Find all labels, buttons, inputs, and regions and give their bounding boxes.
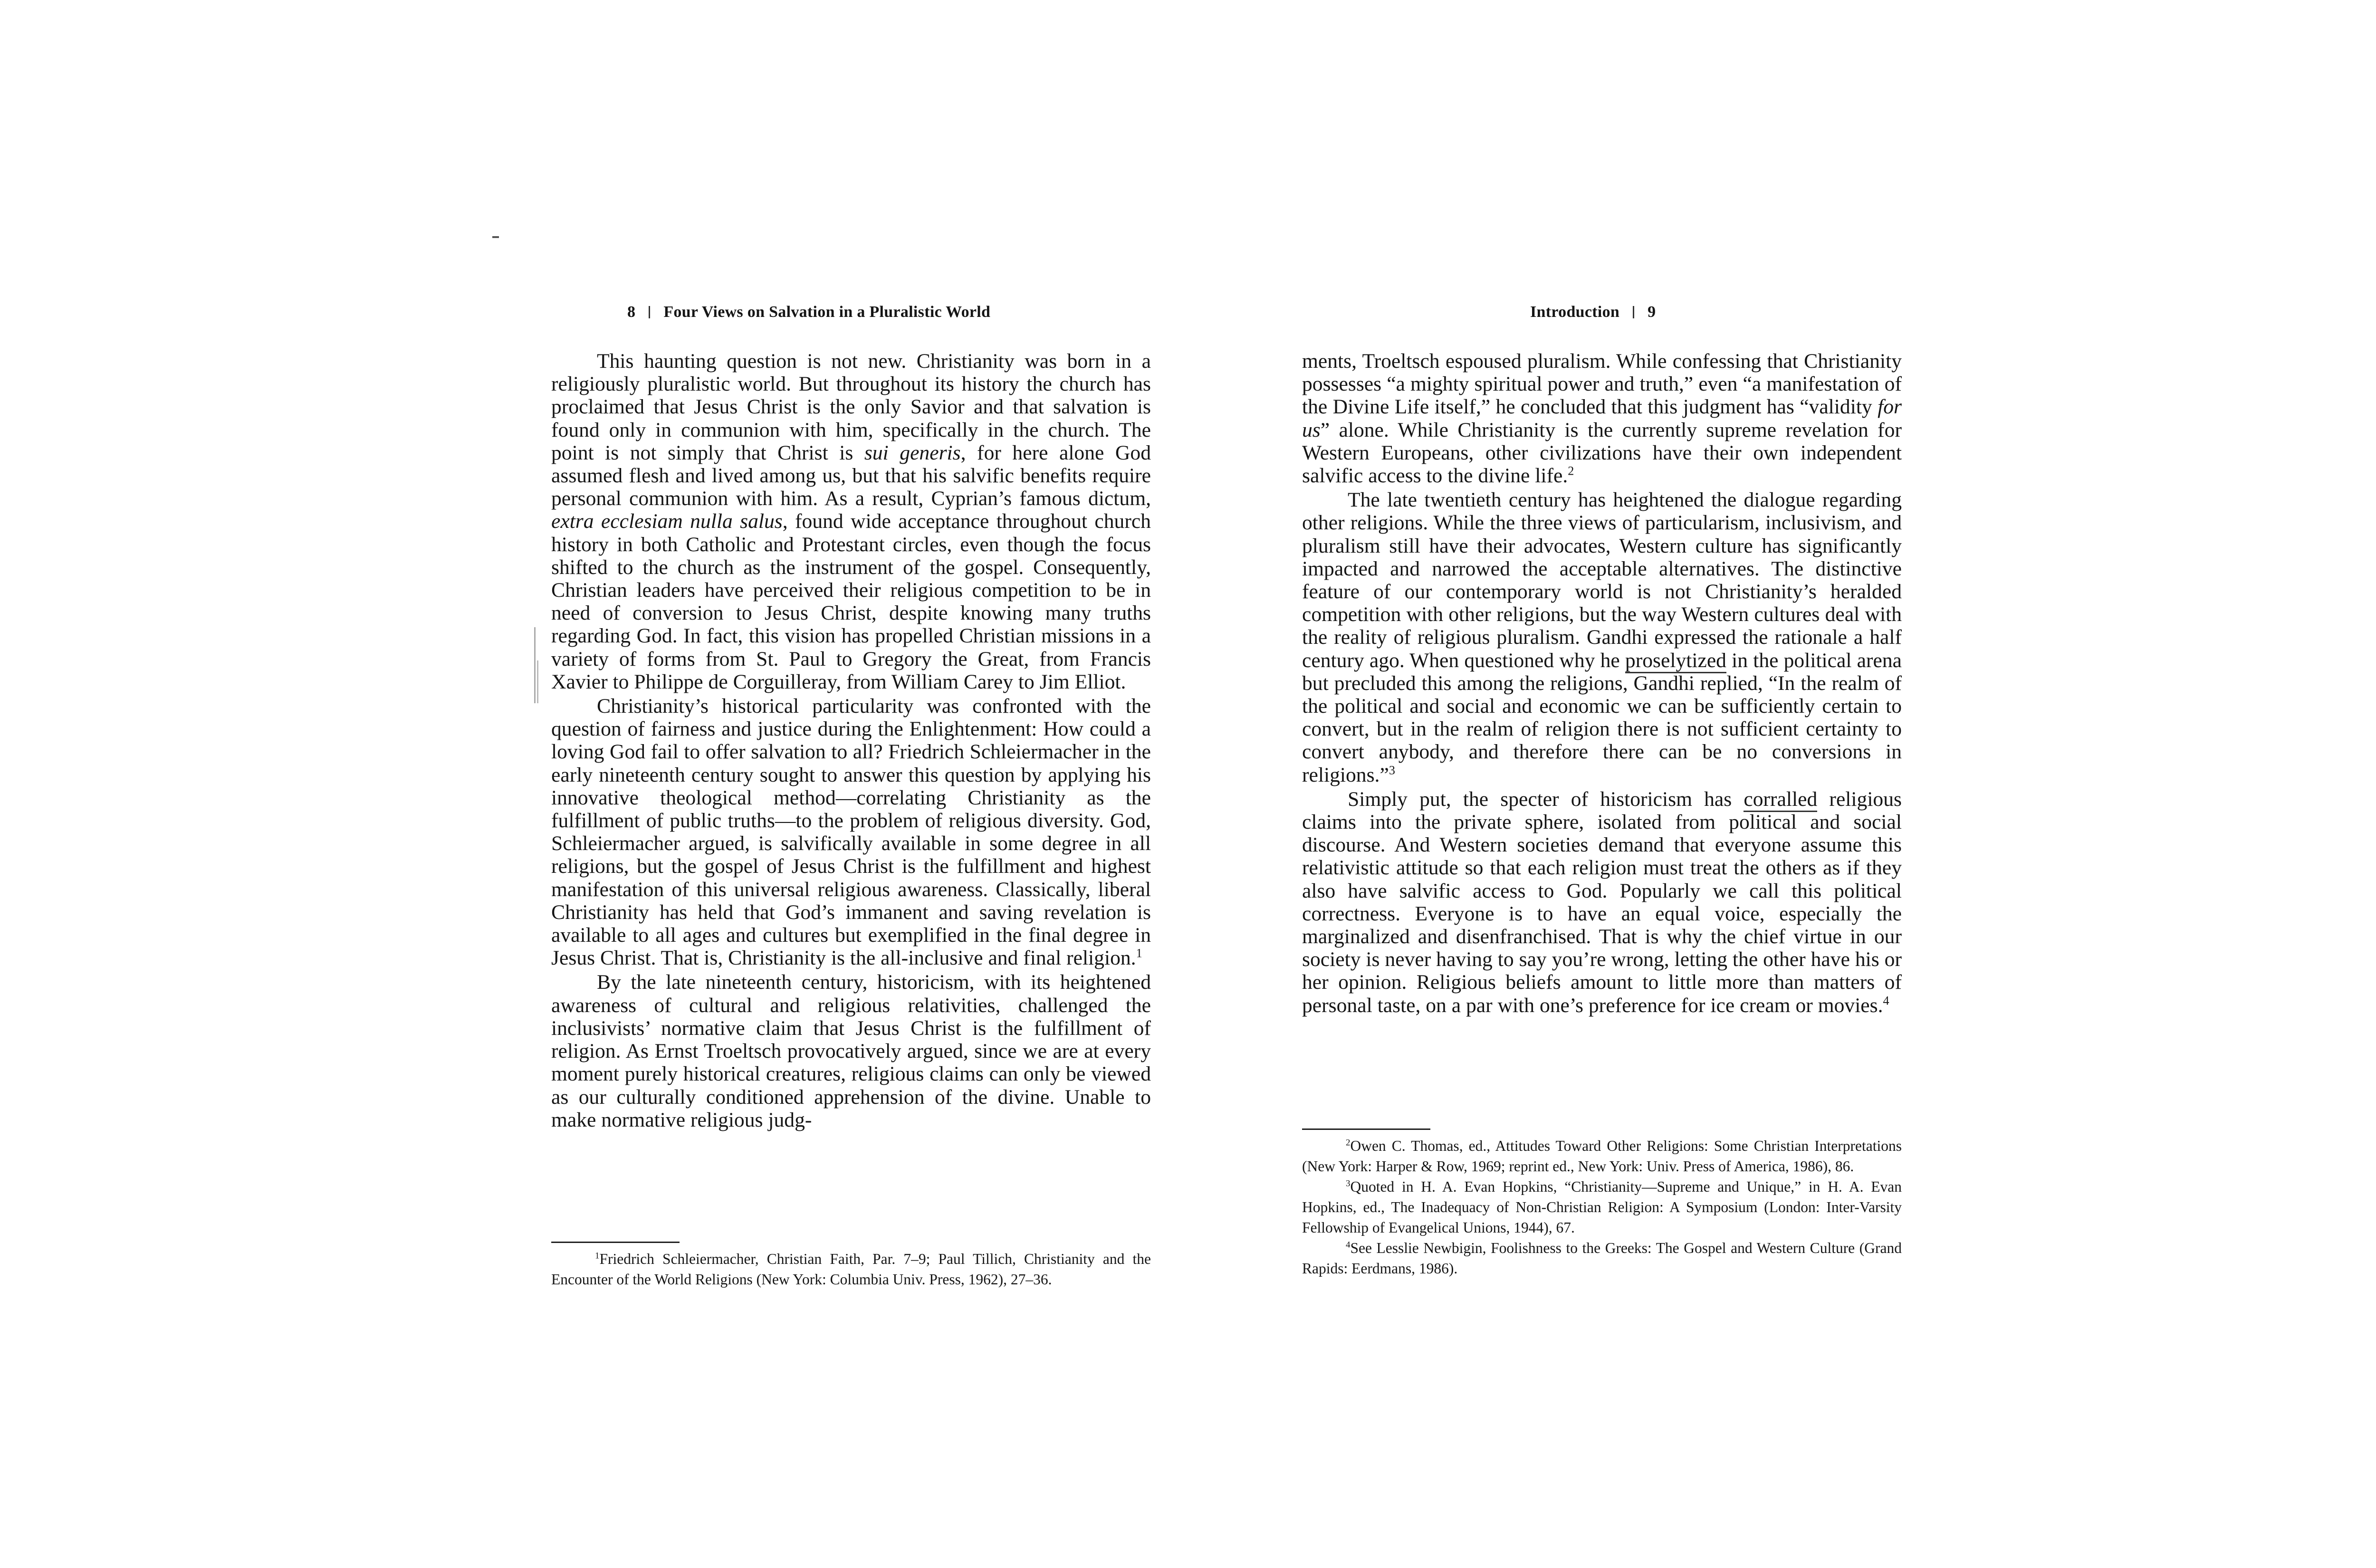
left-paragraph-1: This haunting question is not new. Christianity was born in a religiously pluralistic world. But throughout its history the church has proclaimed that Jesus Christ is the only Savior and that salvation is found only in communion with him, specifically in the church. The point is not simply that Christ is sui generis, for here alone God assumed flesh and lived among us, but that his salvific benefits require personal communion with him. As a result, Cyprian’s famous dictum, extra ecclesiam nulla salus, found wide acceptance throughout church history in both Catholic and Protestant circles, even though the focus shifted to the church as the instrument of the gospel. Consequently, Christian leaders have perceived their religious competition to be in need of conversion to Jesus Christ, despite knowing many truths regarding God. In fact, this vision has propelled Christian missions in a variety of forms from St. Paul to Gregory the Great, from Francis Xavier to Philippe de Corguilleray, from William Carey to Jim Elliot. (551, 350, 1151, 693)
footnote-1: $^1$Friedrich Schleiermacher, Christian Faith, Par. 7–9; Paul Tillich, Christianity and the Encounter of the World Religions (New York: Columbia Univ. Press, 1962), 27–36. (551, 1251, 1151, 1288)
footnote-rule (551, 1242, 680, 1243)
scan-margin-mark (534, 627, 536, 703)
footnote-rule (1302, 1128, 1430, 1130)
right-paragraph-3: Simply put, the specter of historicism has corralled religious claims into the private sphere, isolated from political and social discourse. And Western societies demand that everyone assume this relativistic attitude so that each religion must treat the others as if they also have salvific access to God. Popularly we call this political correctness. Everyone is to have an equal voice, especially the marginalized and disenfranchised. That is why the chief virtue in our society is never having to say you’re wrong, letting the other have his or her opinion. Religious beliefs amount to little more than matters of personal taste, on a par with one’s preference for ice cream or movies.$^4$ (1302, 787, 1902, 1017)
right-running-title: Introduction (1530, 303, 1620, 321)
left-body-text (551, 350, 1151, 1131)
left-running-title: Four Views on Salvation in a Pluralistic World (663, 303, 991, 321)
right-body-text (1302, 350, 1902, 1017)
footnote-2: $^2$Owen C. Thomas, ed., Attitudes Toward Other Religions: Some Christian Interpretations (New York: Harper & Row, 1969; reprint ed., New York: Univ. Press of America, 1986), 86. (1302, 1138, 1902, 1175)
header-separator (649, 306, 650, 318)
scan-margin-mark (537, 660, 538, 703)
footnote-marker-3: 3 (1389, 763, 1395, 777)
footnote-marker-4: 4 (1883, 994, 1889, 1008)
header-separator (1633, 306, 1634, 318)
footnote-3: $^3$Quoted in H. A. Evan Hopkins, “Christianity—Supreme and Unique,” in H. A. Evan Hopkins, ed., The Inadequacy of Non-Christian Religion: A Symposium (London: Inter-Varsity Fellowship of Evangelical Unions, 1944), 67. (1302, 1178, 1902, 1236)
right-page-number: 9 (1648, 303, 1656, 321)
right-footnotes (1302, 1136, 1902, 1279)
left-running-head (627, 303, 990, 321)
right-running-head (1530, 303, 1656, 321)
left-page-number: 8 (627, 303, 636, 321)
footnote-4: $^4$See Lesslie Newbigin, Foolishness to the Greeks: The Gospel and Western Culture (Grand Rapids: Eerdmans, 1986). (1302, 1240, 1902, 1277)
left-footnotes (551, 1249, 1151, 1290)
right-paragraph-2: The late twentieth century has heightened the dialogue regarding other religions. While the three views of particularism, inclusivism, and pluralism still have their advocates, Western culture has significantly impacted and narrowed the acceptable alternatives. The distinctive feature of our contemporary world is not Christianity’s heralded competition with other religions, but the way Western cultures deal with the reality of religious pluralism. Gandhi expressed the rationale a half century ago. When questioned why he proselytized in the political arena but precluded this among the religions, Gandhi replied, “In the realm of the political and social and economic we can be sufficiently certain to convert, but in the realm of religion there is not sufficient certainty to convert anybody, and therefore there can be no conversions in religions.”$^3$ (1302, 488, 1902, 786)
left-paragraph-2: Christianity’s historical particularity was confronted with the question of fairness and justice during the Enlightenment: How could a loving God fail to offer salvation to all? Friedrich Schleiermacher in the early nineteenth century sought to answer this question by applying his innovative theological method—correlating Christianity as the fulfillment of public truths—to the problem of religious diversity. God, Schleiermacher argued, is salvifically available in some degree in all religions, but the gospel of Jesus Christ is the fulfillment and highest manifestation of this universal religious awareness. Classically, liberal Christianity has held that God’s immanent and saving revelation is available to all ages and cultures but exemplified in the final degree in Jesus Christ. That is, Christianity is the all-inclusive and final religion.$^1$ (551, 695, 1151, 970)
scan-speck (492, 236, 499, 238)
footnote-marker-2: 2 (1568, 464, 1574, 478)
right-paragraph-1: ments, Troeltsch espoused pluralism. While confessing that Christianity possesses “a mighty spiritual power and truth,” even “a manifestation of the Divine Life itself,” he concluded that this judgment has “validity for us” alone. While Christianity is the currently supreme revelation for Western Europeans, other civilizations have their own independent salvific access to the divine life.$^2$ (1302, 350, 1902, 488)
footnote-marker-1: 1 (1136, 946, 1142, 960)
left-paragraph-3: By the late nineteenth century, historicism, with its heightened awareness of cultural and religious relativities, challenged the inclusivists’ normative claim that Jesus Christ is the fulfillment of religion. As Ernst Troeltsch provocatively argued, since we are at every moment purely historical creatures, religious claims can only be viewed as our culturally conditioned apprehension of the divine. Unable to make normative religious judg- (551, 971, 1151, 1131)
